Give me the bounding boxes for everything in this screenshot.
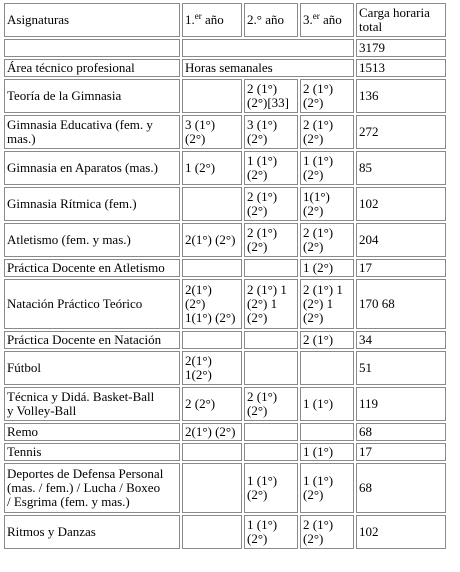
cell-year-1 bbox=[182, 79, 242, 113]
total-row-value: 3179 bbox=[356, 39, 446, 57]
cell-total: 17 bbox=[356, 443, 446, 461]
cell-year-2: 2 (1°) (2°) bbox=[244, 223, 298, 257]
cell-subject: Remo bbox=[4, 423, 180, 441]
cell-year-1: 2(1°) (2°) bbox=[182, 223, 242, 257]
cell-year-3: 2 (1°) bbox=[300, 331, 354, 349]
cell-year-3 bbox=[300, 423, 354, 441]
cell-year-1 bbox=[182, 187, 242, 221]
cell-year-3: 1(1°) (2°) bbox=[300, 187, 354, 221]
header-year-1: 1.$^{er}$ año bbox=[182, 3, 242, 37]
cell-year-3: 2 (1°) (2°) bbox=[300, 79, 354, 113]
cell-year-2 bbox=[244, 331, 298, 349]
table-row bbox=[4, 331, 446, 349]
cell-year-1: 2 (2°) bbox=[182, 387, 242, 421]
cell-year-3: 2 (1°) (2°) bbox=[300, 223, 354, 257]
cell-year-1 bbox=[182, 331, 242, 349]
cell-year-2: 1 (1°) (2°) bbox=[244, 463, 298, 513]
area-row bbox=[4, 59, 446, 77]
cell-subject: Técnica y Didá. Basket-Ball y Volley-Ball bbox=[4, 387, 180, 421]
cell-subject: Gimnasia en Aparatos (mas.) bbox=[4, 151, 180, 185]
cell-year-2 bbox=[244, 443, 298, 461]
cell-subject: Ritmos y Danzas bbox=[4, 515, 180, 549]
cell-total: 119 bbox=[356, 387, 446, 421]
cell-total: 51 bbox=[356, 351, 446, 385]
header-subject: Asignaturas bbox=[4, 3, 180, 37]
table-row bbox=[4, 187, 446, 221]
header-year-2: 2.° año bbox=[244, 3, 298, 37]
cell-year-3 bbox=[300, 351, 354, 385]
curriculum-table bbox=[2, 1, 448, 551]
cell-year-3: 2 (1°) 1 (2°) 1 (2°) bbox=[300, 279, 354, 329]
cell-year-1 bbox=[182, 443, 242, 461]
cell-year-2 bbox=[244, 259, 298, 277]
cell-year-3: 2 (1°) (2°) bbox=[300, 115, 354, 149]
cell-year-1: 2(1°) 1(2°) bbox=[182, 351, 242, 385]
cell-year-2: 2 (1°) 1 (2°) 1 (2°) bbox=[244, 279, 298, 329]
cell-total: 170 68 bbox=[356, 279, 446, 329]
cell-year-1: 3 (1°) (2°) bbox=[182, 115, 242, 149]
table-row bbox=[4, 351, 446, 385]
cell-subject: Deportes de Defensa Personal (mas. / fem.) / Lucha / Boxeo / Esgrima (fem. y mas.) bbox=[4, 463, 180, 513]
cell-year-3: 1 (1°) (2°) bbox=[300, 463, 354, 513]
total-row-blank bbox=[4, 39, 180, 57]
cell-total: 68 bbox=[356, 423, 446, 441]
cell-year-2: 2 (1°) (2°)[33] bbox=[244, 79, 298, 113]
cell-subject: Tennis bbox=[4, 443, 180, 461]
cell-subject: Gimnasia Rítmica (fem.) bbox=[4, 187, 180, 221]
cell-year-3: 1 (1°) (2°) bbox=[300, 151, 354, 185]
cell-year-2 bbox=[244, 351, 298, 385]
area-value: 1513 bbox=[356, 59, 446, 77]
area-hours-label: Horas semanales bbox=[182, 59, 354, 77]
cell-year-2 bbox=[244, 423, 298, 441]
cell-year-1: 1 (2°) bbox=[182, 151, 242, 185]
cell-year-1: 2(1°) (2°) 1(1°) (2°) bbox=[182, 279, 242, 329]
cell-total: 85 bbox=[356, 151, 446, 185]
area-label: Área técnico profesional bbox=[4, 59, 180, 77]
total-row-span bbox=[182, 39, 354, 57]
cell-year-3: 1 (1°) bbox=[300, 387, 354, 421]
header-row bbox=[4, 3, 446, 37]
cell-subject: Atletismo (fem. y mas.) bbox=[4, 223, 180, 257]
header-year-3: 3.$^{er}$ año bbox=[300, 3, 354, 37]
cell-subject: Práctica Docente en Natación bbox=[4, 331, 180, 349]
cell-total: 17 bbox=[356, 259, 446, 277]
table-row bbox=[4, 279, 446, 329]
cell-subject: Práctica Docente en Atletismo bbox=[4, 259, 180, 277]
table-row bbox=[4, 151, 446, 185]
table-row bbox=[4, 259, 446, 277]
cell-year-1: 2(1°) (2°) bbox=[182, 423, 242, 441]
cell-year-2: 1 (1°) (2°) bbox=[244, 515, 298, 549]
cell-total: 204 bbox=[356, 223, 446, 257]
table-row bbox=[4, 515, 446, 549]
table-row bbox=[4, 423, 446, 441]
cell-subject: Fútbol bbox=[4, 351, 180, 385]
table-row bbox=[4, 223, 446, 257]
table-row bbox=[4, 463, 446, 513]
total-row bbox=[4, 39, 446, 57]
cell-year-2: 3 (1°) (2°) bbox=[244, 115, 298, 149]
cell-subject: Natación Práctico Teórico bbox=[4, 279, 180, 329]
cell-year-1 bbox=[182, 259, 242, 277]
cell-year-3: 2 (1°) (2°) bbox=[300, 515, 354, 549]
table-row bbox=[4, 443, 446, 461]
cell-year-2: 2 (1°) (2°) bbox=[244, 187, 298, 221]
cell-total: 102 bbox=[356, 187, 446, 221]
cell-year-1 bbox=[182, 515, 242, 549]
table-row bbox=[4, 387, 446, 421]
cell-year-1 bbox=[182, 463, 242, 513]
cell-total: 68 bbox=[356, 463, 446, 513]
header-total-load: Carga horaria total bbox=[356, 3, 446, 37]
cell-total: 272 bbox=[356, 115, 446, 149]
cell-total: 136 bbox=[356, 79, 446, 113]
cell-year-2: 2 (1°) (2°) bbox=[244, 387, 298, 421]
cell-subject: Gimnasia Educativa (fem. y mas.) bbox=[4, 115, 180, 149]
cell-year-2: 1 (1°) (2°) bbox=[244, 151, 298, 185]
cell-total: 102 bbox=[356, 515, 446, 549]
cell-year-3: 1 (2°) bbox=[300, 259, 354, 277]
table-row bbox=[4, 79, 446, 113]
cell-total: 34 bbox=[356, 331, 446, 349]
table-row bbox=[4, 115, 446, 149]
cell-subject: Teoría de la Gimnasia bbox=[4, 79, 180, 113]
cell-year-3: 1 (1°) bbox=[300, 443, 354, 461]
